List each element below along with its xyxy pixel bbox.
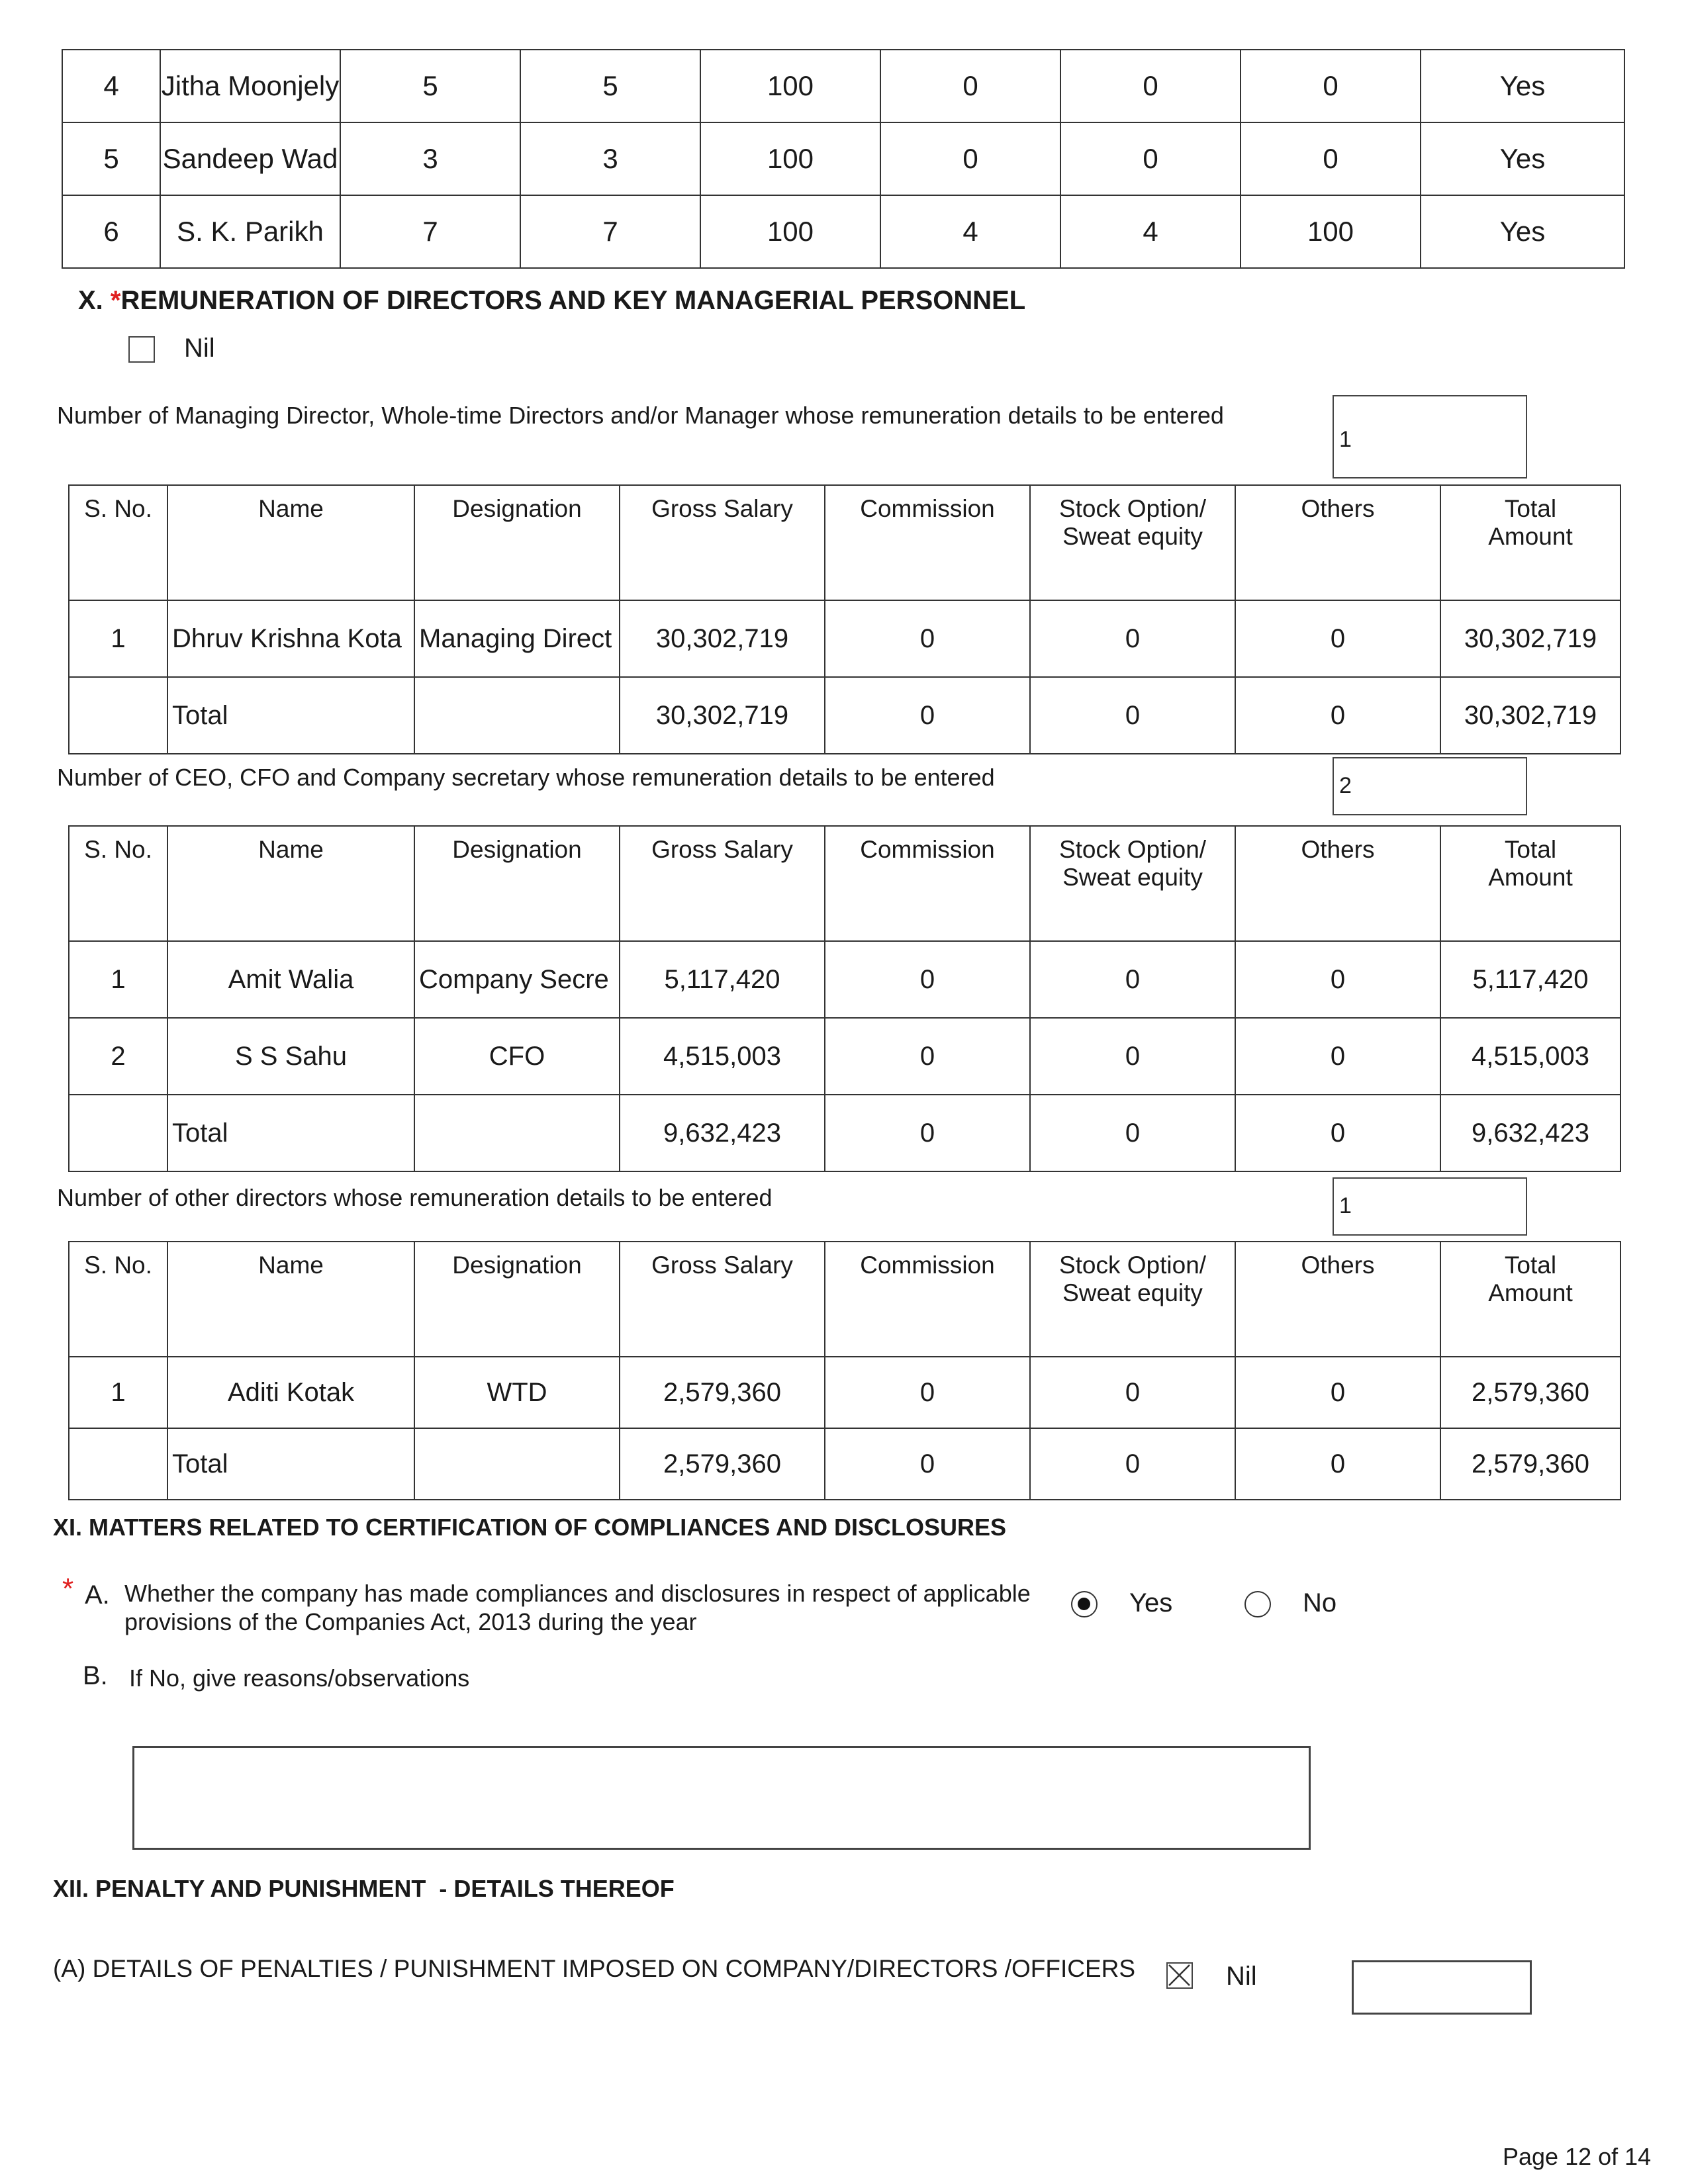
header-line: Sweat equity: [1062, 864, 1203, 891]
table-cell: [414, 1095, 620, 1171]
column-header: [1440, 1242, 1620, 1357]
kmp-count-field[interactable]: 2: [1333, 757, 1527, 815]
table-cell: Dhruv Krishna Kota: [167, 600, 414, 677]
table-cell: 100: [700, 122, 880, 195]
table-cell: 0: [825, 600, 1030, 677]
table-cell: 100: [700, 195, 880, 268]
penalties-nil-checkbox[interactable]: [1166, 1962, 1193, 1989]
table-cell: 0: [1030, 677, 1235, 754]
table-cell: 4: [880, 195, 1060, 268]
table-cell: 5: [62, 122, 160, 195]
table-cell: 0: [825, 1018, 1030, 1095]
md-count-field[interactable]: 1: [1333, 395, 1527, 478]
table-cell: Company Secre: [414, 941, 620, 1018]
table-cell: 4: [1060, 195, 1241, 268]
column-header: Commission: [825, 826, 1030, 941]
header-line: Sweat equity: [1062, 1279, 1203, 1306]
column-header: Commission: [825, 1242, 1030, 1357]
table-cell: 0: [880, 50, 1060, 122]
penalties-nil-label: Nil: [1226, 1962, 1257, 1991]
table-cell: 1: [69, 941, 167, 1018]
table-cell: Managing Direct: [414, 600, 620, 677]
column-header: [1030, 485, 1235, 600]
table-cell: 3: [340, 122, 520, 195]
table-cell: 7: [520, 195, 700, 268]
column-header: Designation: [414, 1242, 620, 1357]
column-header: Gross Salary: [620, 826, 825, 941]
table-cell: 0: [825, 1095, 1030, 1171]
table-cell: 0: [1030, 1428, 1235, 1500]
table-cell: Total: [167, 1095, 414, 1171]
meeting-row: [62, 195, 1624, 268]
table-cell: Amit Walia: [167, 941, 414, 1018]
header-line: Amount: [1488, 523, 1573, 550]
compliance-question-line2: provisions of the Companies Act, 2013 during the year: [124, 1608, 697, 1635]
total-row: [69, 1428, 1620, 1500]
table-cell: Total: [167, 1428, 414, 1500]
section-title: REMUNERATION OF DIRECTORS AND KEY MANAGERIAL PERSONNEL: [120, 286, 1026, 315]
table-cell: Aditi Kotak: [167, 1357, 414, 1428]
compliance-question-line1: Whether the company has made compliances and disclosures in respect of applicable: [124, 1580, 1031, 1607]
table-cell: 30,302,719: [1440, 600, 1620, 677]
header-row: [69, 1242, 1620, 1357]
header-line: Total: [1504, 495, 1557, 522]
table-cell: Total: [167, 677, 414, 754]
table-row: [69, 1357, 1620, 1428]
other-count-field[interactable]: 1: [1333, 1177, 1527, 1236]
column-header: Designation: [414, 485, 620, 600]
table-cell: [414, 1428, 620, 1500]
column-header: [1030, 1242, 1235, 1357]
table-cell: 4,515,003: [620, 1018, 825, 1095]
header-line: Total: [1504, 836, 1557, 863]
table-cell: 4,515,003: [1440, 1018, 1620, 1095]
header-line: Total: [1504, 1251, 1557, 1279]
section-prefix: X.: [78, 286, 111, 315]
header-line: Amount: [1488, 864, 1573, 891]
table-cell: 6: [62, 195, 160, 268]
table-cell: 0: [1235, 677, 1440, 754]
table-cell: 0: [1235, 600, 1440, 677]
md-count-prompt: Number of Managing Director, Whole-time Directors and/or Manager whose remuneration details to be entered: [57, 402, 1224, 429]
table-cell: 1: [69, 600, 167, 677]
table-row: [69, 1018, 1620, 1095]
table-cell: 0: [1235, 1428, 1440, 1500]
column-header: Commission: [825, 485, 1030, 600]
table-cell: 9,632,423: [620, 1095, 825, 1171]
section-xi-title: XI. MATTERS RELATED TO CERTIFICATION OF COMPLIANCES AND DISCLOSURES: [53, 1514, 1007, 1541]
column-header: S. No.: [69, 826, 167, 941]
table-cell: 0: [1030, 941, 1235, 1018]
column-header: Name: [167, 1242, 414, 1357]
table-cell: [414, 677, 620, 754]
header-line: Stock Option/: [1058, 1251, 1207, 1279]
header-line: Stock Option/: [1058, 495, 1207, 522]
table-cell: 0: [1060, 50, 1241, 122]
compliance-yes-label: Yes: [1129, 1588, 1173, 1617]
table-cell: 30,302,719: [1440, 677, 1620, 754]
meeting-row: [62, 122, 1624, 195]
column-header: Name: [167, 485, 414, 600]
table-cell: 0: [1235, 941, 1440, 1018]
table-cell: 0: [1235, 1018, 1440, 1095]
table-cell: Jitha Moonjely: [160, 50, 340, 122]
compliance-yes-radio[interactable]: [1071, 1591, 1098, 1617]
meeting-attendance-table: [62, 49, 1625, 269]
item-b-label: B.: [83, 1661, 108, 1690]
header-line: Sweat equity: [1062, 523, 1203, 550]
table-cell: 100: [1241, 195, 1421, 268]
table-cell: 7: [340, 195, 520, 268]
meeting-row: [62, 50, 1624, 122]
compliance-no-radio[interactable]: [1244, 1591, 1271, 1617]
column-header: Gross Salary: [620, 1242, 825, 1357]
header-line: Amount: [1488, 1279, 1573, 1306]
column-header: S. No.: [69, 485, 167, 600]
column-header: [1440, 485, 1620, 600]
total-row: [69, 677, 1620, 754]
compliance-question: [124, 1579, 1031, 1636]
table-cell: 30,302,719: [620, 600, 825, 677]
kmp-remuneration-table: [68, 825, 1621, 1172]
reasons-textarea[interactable]: [132, 1746, 1311, 1850]
penalties-label: (A) DETAILS OF PENALTIES / PUNISHMENT IMPOSED ON COMPANY/DIRECTORS /OFFICERS: [53, 1955, 1136, 1982]
table-cell: 0: [1241, 122, 1421, 195]
table-cell: 0: [825, 1428, 1030, 1500]
penalties-detail-field[interactable]: [1352, 1960, 1532, 2015]
column-header: [1440, 826, 1620, 941]
column-header: [1030, 826, 1235, 941]
column-header: Gross Salary: [620, 485, 825, 600]
column-header: Name: [167, 826, 414, 941]
required-asterisk: *: [110, 286, 121, 315]
table-cell: 5: [340, 50, 520, 122]
section-xii-title: XII. PENALTY AND PUNISHMENT - DETAILS THEREOF: [53, 1875, 675, 1902]
table-cell: 2,579,360: [1440, 1357, 1620, 1428]
total-row: [69, 1095, 1620, 1171]
table-row: [69, 600, 1620, 677]
table-row: [69, 941, 1620, 1018]
table-cell: 4: [62, 50, 160, 122]
item-a-label: A.: [85, 1580, 110, 1610]
nil-checkbox[interactable]: [128, 336, 155, 363]
table-cell: 0: [825, 1357, 1030, 1428]
table-cell: 0: [1235, 1095, 1440, 1171]
table-cell: 2,579,360: [1440, 1428, 1620, 1500]
column-header: Others: [1235, 826, 1440, 941]
column-header: Others: [1235, 1242, 1440, 1357]
table-cell: 0: [880, 122, 1060, 195]
table-cell: 5,117,420: [620, 941, 825, 1018]
table-cell: S S Sahu: [167, 1018, 414, 1095]
table-cell: 5: [520, 50, 700, 122]
table-cell: 0: [1030, 1095, 1235, 1171]
table-cell: [69, 1428, 167, 1500]
header-row: [69, 826, 1620, 941]
table-cell: 0: [1030, 600, 1235, 677]
other-directors-remuneration-table: [68, 1241, 1621, 1500]
table-cell: 0: [1241, 50, 1421, 122]
kmp-count-prompt: Number of CEO, CFO and Company secretary whose remuneration details to be entered: [57, 764, 995, 791]
table-cell: 2,579,360: [620, 1357, 825, 1428]
page-number: Page 12 of 14: [1503, 2143, 1652, 2170]
table-cell: Sandeep Wad: [160, 122, 340, 195]
table-cell: 30,302,719: [620, 677, 825, 754]
table-cell: CFO: [414, 1018, 620, 1095]
table-cell: Yes: [1421, 122, 1624, 195]
table-cell: 2: [69, 1018, 167, 1095]
header-line: Stock Option/: [1058, 836, 1207, 863]
table-cell: S. K. Parikh: [160, 195, 340, 268]
table-cell: 0: [1030, 1018, 1235, 1095]
md-remuneration-table: [68, 484, 1621, 754]
compliance-no-label: No: [1303, 1588, 1337, 1617]
section-x-title: [78, 286, 1025, 316]
column-header: S. No.: [69, 1242, 167, 1357]
radio-selected-dot: [1078, 1598, 1090, 1610]
column-header: Others: [1235, 485, 1440, 600]
table-cell: WTD: [414, 1357, 620, 1428]
nil-label: Nil: [184, 334, 215, 363]
table-cell: 9,632,423: [1440, 1095, 1620, 1171]
table-cell: 0: [1060, 122, 1241, 195]
table-cell: Yes: [1421, 195, 1624, 268]
table-cell: 3: [520, 122, 700, 195]
table-cell: 2,579,360: [620, 1428, 825, 1500]
table-cell: 0: [825, 677, 1030, 754]
other-count-prompt: Number of other directors whose remuneration details to be entered: [57, 1184, 773, 1211]
checkbox-cross-icon: [1168, 1964, 1191, 1987]
table-cell: 5,117,420: [1440, 941, 1620, 1018]
table-cell: [69, 677, 167, 754]
table-cell: 1: [69, 1357, 167, 1428]
table-cell: Yes: [1421, 50, 1624, 122]
table-cell: 0: [1235, 1357, 1440, 1428]
reasons-prompt: If No, give reasons/observations: [129, 1664, 470, 1692]
table-cell: 0: [825, 941, 1030, 1018]
table-cell: [69, 1095, 167, 1171]
header-row: [69, 485, 1620, 600]
required-asterisk: *: [62, 1572, 74, 1605]
table-cell: 100: [700, 50, 880, 122]
table-cell: 0: [1030, 1357, 1235, 1428]
column-header: Designation: [414, 826, 620, 941]
